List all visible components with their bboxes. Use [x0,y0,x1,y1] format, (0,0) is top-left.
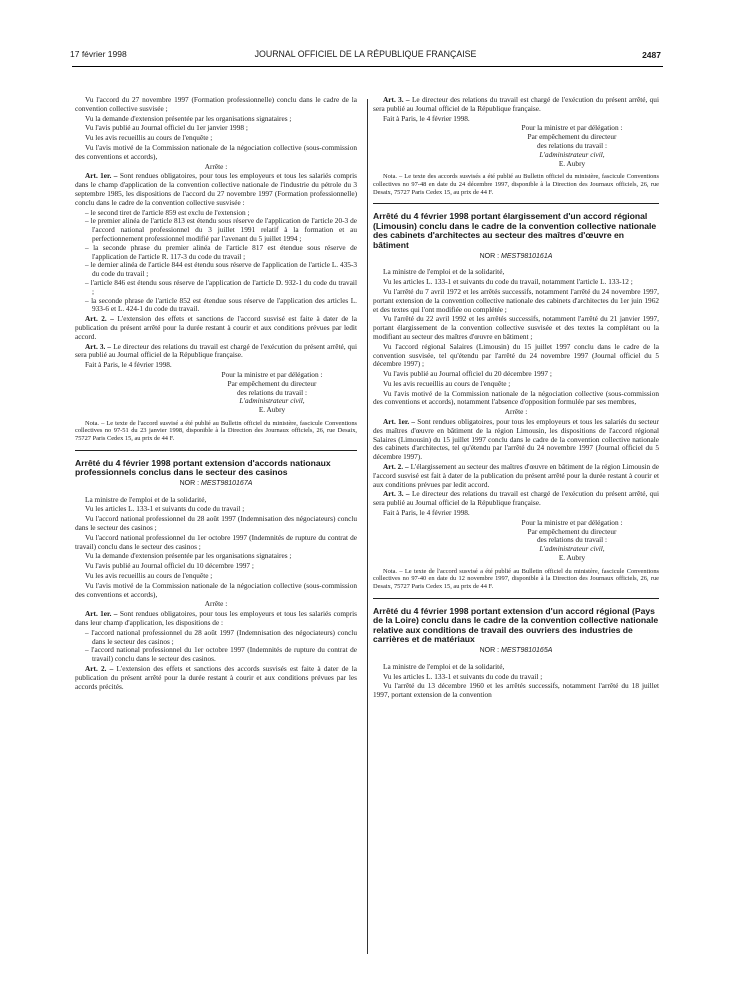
article-text: Sont rendues obligatoires, pour tous les employeurs et tous les salariés compris dans leur champ d'application, les dispositions de : [75,609,357,628]
paragraph: Vu l'avis motivé de la Commission nationale de la négociation collective (sous-commission des conventions et accords), [75,142,357,161]
article-text: Sont rendues obligatoires, pour tous les employeurs et tous les salariés du secteur des maîtres d'œuvre en bâtiment de la région Limousin, les dispositions de l'accord régional Salaires (Limousin) du 15 juillet 1997 conclu dans le cadre de la convention collective nationale des cabinets d'architectes, tel qu'étendu par l'arrêté du 24 novembre 1997 (Journal officiel du 5 décembre 1997). [373,417,659,462]
arrete-heading: Arrête : [204,161,228,171]
signature-line: Par empêchement du directeur [527,132,617,142]
signature-line: Par empêchement du directeur [527,526,617,536]
article-label: Art. 3. – [383,95,410,104]
decree-title: Arrêté du 4 février 1998 portant extension d'accords nationaux professionnels conclus dans le secteur des casinos [75,457,331,478]
decree-title: Arrêté du 4 février 1998 portant élargissement d'un accord régional (Limousin) conclu dans le cadre de la convention collective nationale des cabinets d'architectes au secteur des maîtres d'œuvre en bâtiment [373,211,657,250]
article-2 [75,315,357,341]
paragraph: Vu l'avis motivé de la Commission nationale de la négociation collective (sous-commission des conventions et accords), notamment l'absence d'opposition formulée par ses membres, [373,388,659,407]
nor-code: MESТ9810167A [201,479,253,487]
list-item: – le second tiret de l'article 859 est exclu de l'extension ; [85,209,357,218]
signature-title: L'administrateur civil, [539,544,605,554]
paragraph: La ministre de l'emploi et de la solidarité, [383,661,505,671]
dash-list [75,629,357,664]
arrete-heading: Arrête : [504,407,528,417]
decree-title: Arrêté du 4 février 1998 portant extension d'un accord régional (Pays de la Loire) conclu dans le cadre de la convention collective nationale relative aux conditions de travail des ouvriers des industries de carrières et de matériaux [373,605,659,645]
date-line: Fait à Paris, le 4 février 1998. [383,508,470,518]
signature-line: Par empêchement du directeur [227,378,317,388]
right-column [373,96,659,701]
article-3 [75,343,357,361]
list-item: – le dernier alinéa de l'article 844 est étendu sous réserve de l'application de l'article L. 435-3 du code du travail ; [85,261,357,279]
article-label: Art. 2. – [383,462,409,472]
paragraph: Vu l'accord national professionnel du 1er octobre 1997 (Indemnités de rupture du contrat de travail) conclu dans le secteur des casinos ; [75,532,357,551]
paragraph: Vu les avis recueillis au cours de l'enquête ; [85,571,213,581]
list-item: – l'accord national professionnel du 1er octobre 1997 (Indemnités de rupture du contrat de travail) conclu dans le secteur des casinos. [85,646,357,664]
signature-line: Pour la ministre et par délégation : [221,369,323,379]
arrete-heading: Arrête : [204,599,228,609]
nor-code: MESТ9810161A [501,252,553,260]
article-text: Le directeur des relations du travail est chargé de l'exécution du présent arrêté, qui sera publié au Journal officiel de la République française. [75,341,357,360]
article-2 [75,665,357,691]
nor-code: MESТ9810165A [501,646,553,654]
signature-title: L'administrateur civil, [239,396,305,406]
column-divider [367,99,368,954]
header-date: 17 février 1998 [70,49,127,59]
section-separator [373,203,659,204]
article-label: Art. 2. – [85,664,114,673]
signature-line: des relations du travail : [536,535,608,545]
page-number: 2487 [642,50,661,60]
nor-label: NOR : [179,479,200,487]
article-label: Art. 1er. – [85,171,118,181]
signature-name: E. Aubry [558,158,586,168]
paragraph: Vu les articles L. 133-1 et suivants du code du travail, notamment l'article L. 133-12 ; [383,277,633,287]
paragraph: Vu l'avis publié au Journal officiel du 20 décembre 1997 ; [383,369,552,379]
paragraph: Vu les avis recueillis au cours de l'enquête ; [85,133,213,143]
nor-reference [373,253,659,262]
nor-reference [75,480,357,489]
left-column [75,96,357,692]
article-text: Le directeur des relations du travail est chargé de l'exécution du présent arrêté, qui sera publié au Journal officiel de la République française. [373,489,659,508]
signature-name: E. Aubry [258,405,286,415]
paragraph: Vu les articles L. 133-1 et suivants du code du travail ; [383,671,543,681]
header-rule [72,66,663,67]
article-1 [373,418,659,462]
signature-line: des relations du travail : [236,387,308,397]
signature-line: Pour la ministre et par délégation : [521,517,623,527]
list-item: – la seconde phrase du premier alinéa de l'article 817 est étendue sous réserve de l'application de l'article R. 117-3 du code du travail ; [85,244,357,262]
paragraph: Vu l'arrêté du 7 avril 1972 et les arrêtés successifs, notamment l'arrêté du 24 novembre 1997, portant extension de la convention collective nationale des cabinets d'architectes du 1er juin 1962 et des textes qui l'ont modifiée ou complétée ; [373,286,659,314]
paragraph: La ministre de l'emploi et de la solidarité, [85,494,207,504]
article-text: Sont rendues obligatoires, pour tous les employeurs et tous les salariés compris dans le champ d'application de la convention collective nationale de l'industrie du pétrole du 3 septembre 1985, les dispositions de l'accord du 27 novembre 1997 (Formation professionnelle) conclu dans le cadre de la convention collective susvisée : [75,171,357,207]
paragraph: Vu les articles L. 133-1 et suivants du code du travail ; [85,504,245,514]
article-3 [373,490,659,508]
section-separator [75,450,357,451]
article-label: Art. 1er. – [85,609,118,619]
date-line: Fait à Paris, le 4 février 1998. [383,113,470,123]
list-item: – le premier alinéa de l'article 813 est étendu sous réserve de l'application de l'article 20-3 de l'accord national professionnel du 3 juillet 1991 relatif à la formation et au perfectionnement professionnel modifié par l'avenant du 5 juillet 1994 ; [85,217,357,243]
article-label: Art. 1er. – [383,417,416,427]
signature-title: L'administrateur civil, [539,149,605,159]
article-1 [75,172,357,207]
article-label: Art. 3. – [383,489,410,499]
nor-label: NOR : [479,252,500,260]
nota-note: Nota. – Le texte de l'accord susvisé a été publié au Bulletin officiel du ministère, fascicule Conventions collectives no 97-51 du 23 janvier 1998, disponible à la Direction des Journaux officiels, 26, rue Desaix, 75727 Paris Cedex 15, au prix de 44 F. [75,419,357,443]
article-text: L'extension des effets et sanctions des accords susvisés est faite à dater de la publication du présent arrêté pour la durée restant à courir et aux conditions prévues par les accords précités. [75,664,357,691]
section-separator [373,598,659,599]
paragraph: Vu l'accord du 27 novembre 1997 (Formation professionnelle) conclu dans le cadre de la convention collective susvisée ; [75,95,357,113]
article-text: L'extension des effets et sanctions de l'accord susvisé est faite à dater de la publication du présent arrêté pour la durée restant à courir et aux conditions prévues par ledit accord. [75,314,357,341]
paragraph: Vu l'avis publié au Journal officiel du 1er janvier 1998 ; [85,123,248,133]
nota-note: Nota. – Le texte de l'accord susvisé a été publié au Bulletin officiel du ministère, fascicule Conventions collectives no 97-40 en date du 12 novembre 1997, disponible à la Direction des Journaux officiels, 26, rue Desaix, 75727 Paris Cedex 15, au prix de 44 F. [373,567,659,591]
nor-reference [373,647,659,656]
paragraph: Vu la demande d'extension présentée par les organisations signataires ; [85,551,292,561]
article-label: Art. 2. – [85,314,114,324]
list-item: – l'accord national professionnel du 28 août 1997 (Indemnisation des négociateurs) conclu dans le secteur des casinos ; [85,629,357,647]
paragraph: Vu l'accord régional Salaires (Limousin) du 15 juillet 1997 conclu dans le cadre de la convention susvisée, tel qu'étendu par l'arrêté du 24 novembre 1997 (Journal officiel du 5 décembre 1997) ; [373,341,659,369]
list-item: – la seconde phrase de l'article 852 est étendue sous réserve de l'application des articles L. 933-6 et L. 424-1 du code du travail. [85,297,357,315]
nota-note: Nota. – Le texte des accords susvisés a été publié au Bulletin officiel du ministère, fascicule Conventions collectives no 97-48 en date du 24 décembre 1997, disponible à la Direction des Journaux officiels, 26, rue Desaix, 75727 Paris Cedex 15, au prix de 44 F. [373,173,659,196]
dash-list [75,209,357,315]
paragraph: Vu l'avis motivé de la Commission nationale de la négociation collective (sous-commission des conventions et accords), [75,580,357,599]
paragraph: Vu l'accord national professionnel du 28 août 1997 (Indemnisation des négociateurs) conclu dans le secteur des casinos ; [75,514,357,533]
article-text: L'élargissement au secteur des maîtres d'œuvre en bâtiment de la région Limousin de l'accord susvisé est fait à dater de la publication du présent arrêté pour la durée restant à courir et aux conditions prévues par ledit accord. [373,462,659,489]
signature-line: Pour la ministre et par délégation : [521,123,623,133]
date-line: Fait à Paris, le 4 février 1998. [85,360,172,370]
paragraph: Vu l'avis publié au Journal officiel du 10 décembre 1997 ; [85,561,254,571]
paragraph: Vu les avis recueillis au cours de l'enquête ; [383,378,511,388]
article-label: Art. 3. – [85,341,112,351]
list-item: – l'article 846 est étendu sous réserve de l'application de l'article D. 932-1 du code du travail ; [85,279,357,297]
nor-label: NOR : [479,646,500,654]
paragraph: Vu l'arrêté du 22 avril 1992 et les arrêtés successifs, notamment l'arrêté du 21 janvier 1997, portant élargissement de la convention collective susvisée et des textes la complétant ou la modifiant au secteur des maîtres d'œuvre en bâtiment ; [373,314,659,341]
paragraph: Vu la demande d'extension présentée par les organisations signataires ; [85,113,292,123]
paragraph: La ministre de l'emploi et de la solidarité, [383,267,505,277]
header-journal-title: JOURNAL OFFICIEL DE LA RÉPUBLIQUE FRANÇAISE [254,49,477,59]
signature-name: E. Aubry [558,553,586,563]
article-2 [373,463,659,489]
paragraph: Vu l'arrêté du 13 décembre 1960 et les arrêtés successifs, notamment l'arrêté du 18 juillet 1997, portant extension de la convention [373,681,659,700]
article-3 [373,96,659,114]
page-header [0,49,731,65]
signature-line: des relations du travail : [536,140,608,150]
article-text: Le directeur des relations du travail est chargé de l'exécution du présent arrêté, qui sera publié au Journal officiel de la République française. [373,95,659,113]
article-1 [75,610,357,628]
